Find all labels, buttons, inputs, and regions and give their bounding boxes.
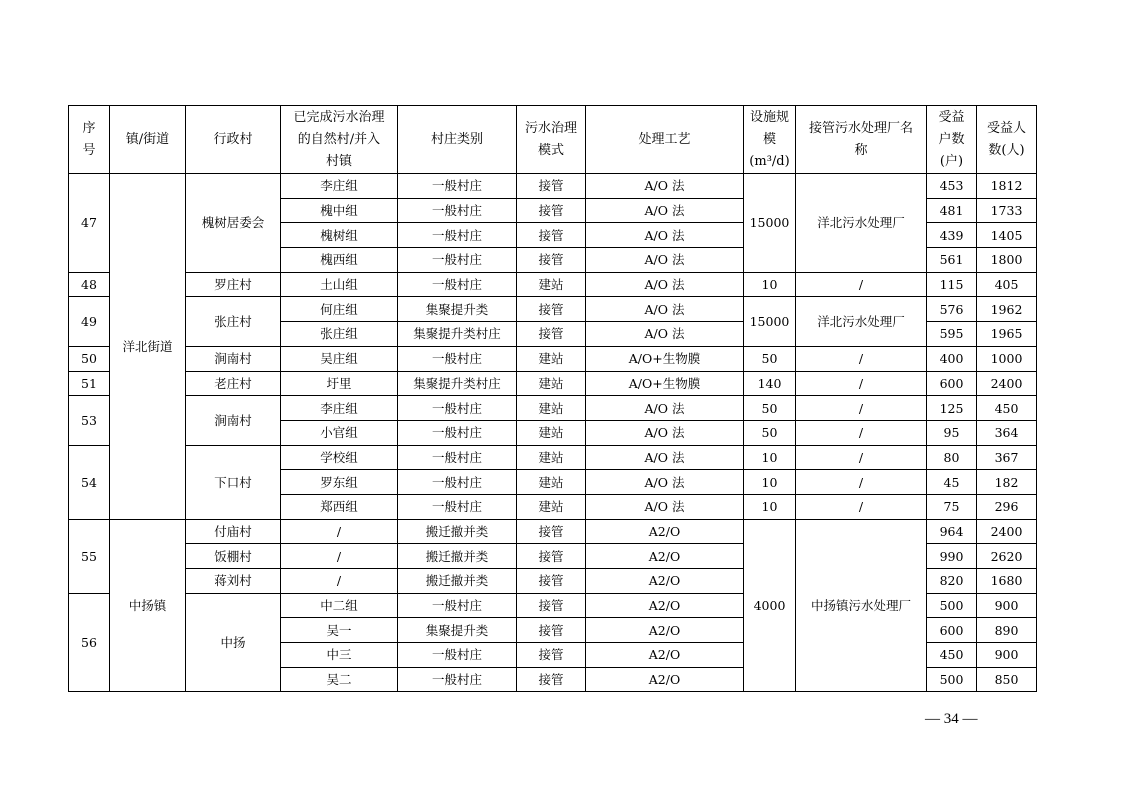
- process-cell: A2/O: [586, 544, 744, 569]
- scale-cell: 50: [744, 396, 796, 421]
- table-row: [69, 519, 1037, 544]
- plant-cell: 洋北污水处理厂: [796, 297, 927, 346]
- people-cell: 296: [977, 494, 1037, 519]
- seq-cell: 49: [69, 297, 110, 346]
- people-cell: 405: [977, 272, 1037, 297]
- natural-village-cell: 圩里: [281, 371, 398, 396]
- scale-cell: 15000: [744, 174, 796, 273]
- natural-village-cell: /: [281, 544, 398, 569]
- page-number: — 34 —: [925, 711, 978, 727]
- people-cell: 1962: [977, 297, 1037, 322]
- people-cell: 1405: [977, 223, 1037, 248]
- mode-cell: 接管: [517, 248, 586, 273]
- table-row: [69, 297, 1037, 322]
- mode-cell: 建站: [517, 470, 586, 495]
- people-cell: 1680: [977, 569, 1037, 594]
- admin-village-cell: 涧南村: [186, 396, 281, 445]
- mode-cell: 接管: [517, 519, 586, 544]
- seq-cell: 53: [69, 396, 110, 445]
- table-row: [69, 396, 1037, 421]
- category-cell: 一般村庄: [398, 643, 517, 668]
- natural-village-cell: 李庄组: [281, 396, 398, 421]
- natural-village-cell: 槐树组: [281, 223, 398, 248]
- category-cell: 集聚提升类: [398, 618, 517, 643]
- process-cell: A/O 法: [586, 420, 744, 445]
- header-category: 村庄类别: [398, 106, 517, 174]
- natural-village-cell: 学校组: [281, 445, 398, 470]
- mode-cell: 接管: [517, 618, 586, 643]
- table-row: [69, 346, 1037, 371]
- admin-village-cell: 槐树居委会: [186, 174, 281, 273]
- header-admin-village: 行政村: [186, 106, 281, 174]
- village-sewage-table: [68, 105, 1037, 692]
- category-cell: 一般村庄: [398, 248, 517, 273]
- town-cell: 洋北街道: [110, 174, 186, 520]
- mode-cell: 建站: [517, 371, 586, 396]
- seq-cell: 47: [69, 174, 110, 273]
- scale-cell: 4000: [744, 519, 796, 692]
- natural-village-cell: 何庄组: [281, 297, 398, 322]
- admin-village-cell: 涧南村: [186, 346, 281, 371]
- seq-cell: 55: [69, 519, 110, 593]
- header-households: 受益户数(户): [927, 106, 977, 174]
- scale-cell: 10: [744, 272, 796, 297]
- admin-village-cell: 罗庄村: [186, 272, 281, 297]
- natural-village-cell: 槐中组: [281, 198, 398, 223]
- category-cell: 集聚提升类村庄: [398, 322, 517, 347]
- header-plant: 接管污水处理厂名称: [796, 106, 927, 174]
- process-cell: A2/O: [586, 593, 744, 618]
- admin-village-cell: 饭棚村: [186, 544, 281, 569]
- process-cell: A/O 法: [586, 223, 744, 248]
- mode-cell: 接管: [517, 593, 586, 618]
- mode-cell: 建站: [517, 396, 586, 421]
- process-cell: A2/O: [586, 519, 744, 544]
- category-cell: 一般村庄: [398, 396, 517, 421]
- process-cell: A2/O: [586, 667, 744, 692]
- mode-cell: 接管: [517, 643, 586, 668]
- table-row: [69, 371, 1037, 396]
- households-cell: 75: [927, 494, 977, 519]
- process-cell: A/O 法: [586, 272, 744, 297]
- households-cell: 95: [927, 420, 977, 445]
- natural-village-cell: 土山组: [281, 272, 398, 297]
- households-cell: 500: [927, 593, 977, 618]
- mode-cell: 建站: [517, 346, 586, 371]
- process-cell: A/O 法: [586, 174, 744, 199]
- category-cell: 一般村庄: [398, 223, 517, 248]
- header-town: 镇/街道: [110, 106, 186, 174]
- people-cell: 900: [977, 643, 1037, 668]
- scale-cell: 10: [744, 494, 796, 519]
- admin-village-cell: 下口村: [186, 445, 281, 519]
- table-row: [69, 272, 1037, 297]
- mode-cell: 建站: [517, 445, 586, 470]
- scale-cell: 140: [744, 371, 796, 396]
- process-cell: A2/O: [586, 643, 744, 668]
- process-cell: A/O+生物膜: [586, 371, 744, 396]
- natural-village-cell: /: [281, 569, 398, 594]
- table-row: [69, 445, 1037, 470]
- people-cell: 1733: [977, 198, 1037, 223]
- people-cell: 890: [977, 618, 1037, 643]
- category-cell: 一般村庄: [398, 593, 517, 618]
- households-cell: 595: [927, 322, 977, 347]
- seq-cell: 56: [69, 593, 110, 692]
- households-cell: 400: [927, 346, 977, 371]
- natural-village-cell: 李庄组: [281, 174, 398, 199]
- households-cell: 964: [927, 519, 977, 544]
- header-process: 处理工艺: [586, 106, 744, 174]
- table-header-row: [69, 106, 1037, 174]
- plant-cell: /: [796, 420, 927, 445]
- category-cell: 搬迁撤并类: [398, 544, 517, 569]
- plant-cell: /: [796, 494, 927, 519]
- category-cell: 一般村庄: [398, 346, 517, 371]
- households-cell: 439: [927, 223, 977, 248]
- scale-cell: 15000: [744, 297, 796, 346]
- people-cell: 2400: [977, 371, 1037, 396]
- natural-village-cell: 吴一: [281, 618, 398, 643]
- header-mode: 污水治理模式: [517, 106, 586, 174]
- households-cell: 115: [927, 272, 977, 297]
- category-cell: 一般村庄: [398, 470, 517, 495]
- category-cell: 一般村庄: [398, 667, 517, 692]
- plant-cell: /: [796, 445, 927, 470]
- households-cell: 500: [927, 667, 977, 692]
- people-cell: 1800: [977, 248, 1037, 273]
- households-cell: 990: [927, 544, 977, 569]
- scale-cell: 50: [744, 420, 796, 445]
- people-cell: 2620: [977, 544, 1037, 569]
- town-cell: 中扬镇: [110, 519, 186, 692]
- people-cell: 900: [977, 593, 1037, 618]
- process-cell: A/O 法: [586, 297, 744, 322]
- seq-cell: 50: [69, 346, 110, 371]
- mode-cell: 接管: [517, 322, 586, 347]
- plant-cell: /: [796, 470, 927, 495]
- mode-cell: 建站: [517, 272, 586, 297]
- seq-cell: 54: [69, 445, 110, 519]
- natural-village-cell: /: [281, 519, 398, 544]
- mode-cell: 接管: [517, 667, 586, 692]
- process-cell: A/O+生物膜: [586, 346, 744, 371]
- natural-village-cell: 小官组: [281, 420, 398, 445]
- plant-cell: 中扬镇污水处理厂: [796, 519, 927, 692]
- households-cell: 481: [927, 198, 977, 223]
- category-cell: 搬迁撤并类: [398, 569, 517, 594]
- process-cell: A/O 法: [586, 445, 744, 470]
- seq-cell: 51: [69, 371, 110, 396]
- people-cell: 450: [977, 396, 1037, 421]
- households-cell: 125: [927, 396, 977, 421]
- process-cell: A/O 法: [586, 322, 744, 347]
- category-cell: 集聚提升类: [398, 297, 517, 322]
- plant-cell: /: [796, 371, 927, 396]
- plant-cell: /: [796, 396, 927, 421]
- process-cell: A/O 法: [586, 470, 744, 495]
- households-cell: 80: [927, 445, 977, 470]
- mode-cell: 建站: [517, 494, 586, 519]
- people-cell: 2400: [977, 519, 1037, 544]
- scale-cell: 10: [744, 470, 796, 495]
- households-cell: 600: [927, 371, 977, 396]
- mode-cell: 建站: [517, 420, 586, 445]
- households-cell: 561: [927, 248, 977, 273]
- category-cell: 一般村庄: [398, 445, 517, 470]
- mode-cell: 接管: [517, 297, 586, 322]
- header-seq: 序号: [69, 106, 110, 174]
- scale-cell: 10: [744, 445, 796, 470]
- mode-cell: 接管: [517, 569, 586, 594]
- admin-village-cell: 张庄村: [186, 297, 281, 346]
- admin-village-cell: 中扬: [186, 593, 281, 692]
- process-cell: A2/O: [586, 569, 744, 594]
- households-cell: 450: [927, 643, 977, 668]
- plant-cell: 洋北污水处理厂: [796, 174, 927, 273]
- households-cell: 576: [927, 297, 977, 322]
- table-row: [69, 174, 1037, 199]
- process-cell: A/O 法: [586, 494, 744, 519]
- people-cell: 364: [977, 420, 1037, 445]
- people-cell: 1965: [977, 322, 1037, 347]
- category-cell: 一般村庄: [398, 198, 517, 223]
- households-cell: 600: [927, 618, 977, 643]
- process-cell: A2/O: [586, 618, 744, 643]
- plant-cell: /: [796, 272, 927, 297]
- category-cell: 一般村庄: [398, 174, 517, 199]
- people-cell: 1812: [977, 174, 1037, 199]
- mode-cell: 接管: [517, 223, 586, 248]
- scale-cell: 50: [744, 346, 796, 371]
- process-cell: A/O 法: [586, 248, 744, 273]
- admin-village-cell: 蒋刘村: [186, 569, 281, 594]
- header-scale: 设施规模(m³/d): [744, 106, 796, 174]
- natural-village-cell: 吴二: [281, 667, 398, 692]
- header-natural-village: 已完成污水治理的自然村/并入村镇: [281, 106, 398, 174]
- admin-village-cell: 付庙村: [186, 519, 281, 544]
- people-cell: 182: [977, 470, 1037, 495]
- category-cell: 搬迁撤并类: [398, 519, 517, 544]
- people-cell: 850: [977, 667, 1037, 692]
- category-cell: 一般村庄: [398, 420, 517, 445]
- process-cell: A/O 法: [586, 198, 744, 223]
- category-cell: 一般村庄: [398, 272, 517, 297]
- category-cell: 集聚提升类村庄: [398, 371, 517, 396]
- natural-village-cell: 张庄组: [281, 322, 398, 347]
- natural-village-cell: 中二组: [281, 593, 398, 618]
- natural-village-cell: 郑西组: [281, 494, 398, 519]
- people-cell: 1000: [977, 346, 1037, 371]
- admin-village-cell: 老庄村: [186, 371, 281, 396]
- mode-cell: 接管: [517, 174, 586, 199]
- natural-village-cell: 罗东组: [281, 470, 398, 495]
- header-people: 受益人数(人): [977, 106, 1037, 174]
- category-cell: 一般村庄: [398, 494, 517, 519]
- households-cell: 820: [927, 569, 977, 594]
- people-cell: 367: [977, 445, 1037, 470]
- natural-village-cell: 吴庄组: [281, 346, 398, 371]
- process-cell: A/O 法: [586, 396, 744, 421]
- seq-cell: 48: [69, 272, 110, 297]
- households-cell: 453: [927, 174, 977, 199]
- households-cell: 45: [927, 470, 977, 495]
- mode-cell: 接管: [517, 544, 586, 569]
- plant-cell: /: [796, 346, 927, 371]
- natural-village-cell: 中三: [281, 643, 398, 668]
- natural-village-cell: 槐西组: [281, 248, 398, 273]
- mode-cell: 接管: [517, 198, 586, 223]
